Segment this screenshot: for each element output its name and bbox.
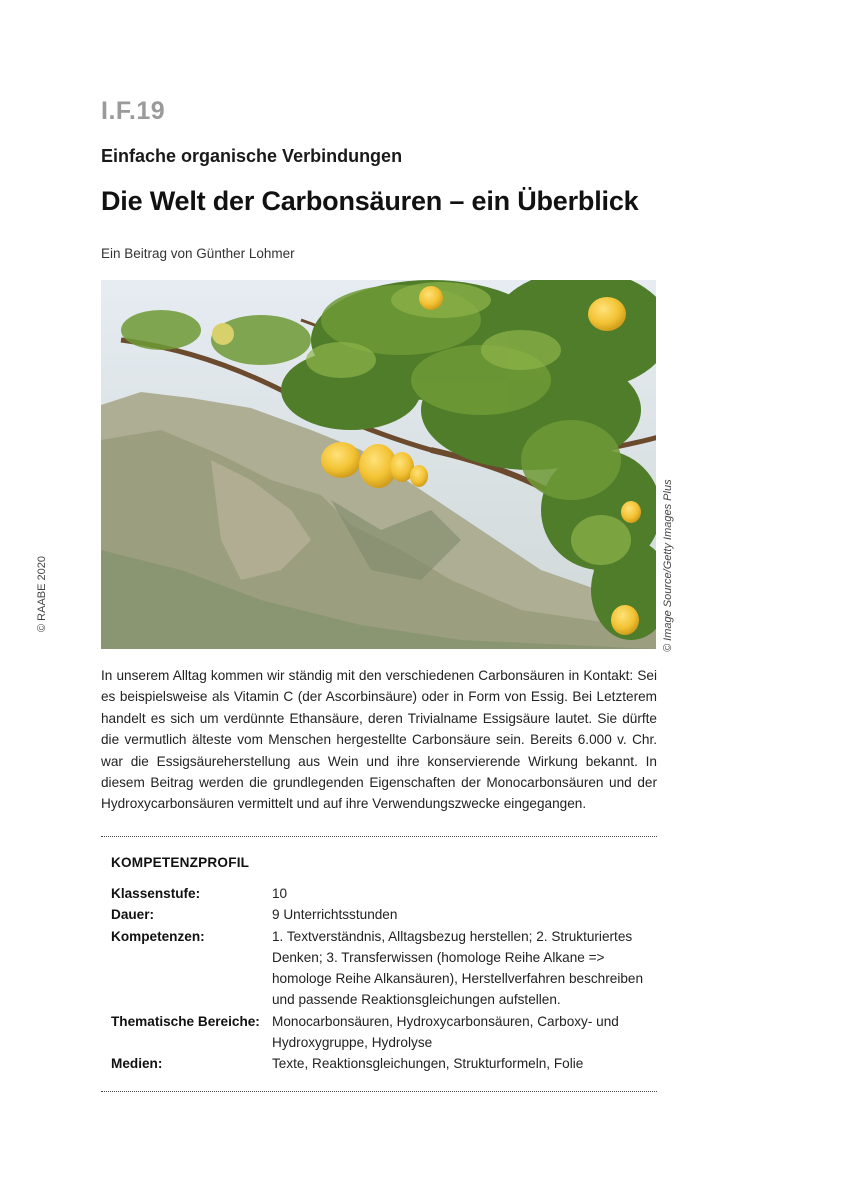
profile-value: Monocarbonsäuren, Hydroxycarbonsäuren, Carboxy- und Hydroxygruppe, Hydrolyse	[272, 1013, 619, 1051]
profile-row-grade	[111, 883, 657, 904]
profile-label: Thematische Bereiche:	[111, 1013, 260, 1029]
profile-label: Medien:	[111, 1056, 163, 1072]
author-line: Ein Beitrag von Günther Lohmer	[101, 246, 295, 261]
intro-paragraph: In unserem Alltag kommen wir ständig mit den verschiedenen Carbonsäuren in Kontakt: Sei es beispielsweise als Vitamin C (der Ascorbinsäure) oder in Form von Essig. Bei Letzterem handelt es sich um verdünnte Ethansäure, deren Trivialname Essigsäure lautet. Sie dürfte die vermutlich älteste vom Menschen hergestellte Carbonsäure sein. Bereits 6.000 v. Chr. war die Essigsäureherstellung aus Wein und ihre konservierende Wirkung bekannt. In diesem Beitrag werden die grundlegenden Eigenschaften der Monocarbonsäuren und der Hydroxycarbonsäuren vermittelt und auf ihre Verwendungszwecke eingegangen.	[101, 668, 657, 812]
profile-row-media	[111, 1053, 657, 1074]
profile-row-competences	[111, 926, 657, 1011]
image-credit: © Image Source/Getty Images Plus	[662, 479, 674, 652]
divider-bottom	[101, 1091, 657, 1092]
competence-profile-table	[111, 883, 657, 1075]
profile-row-topics	[111, 1011, 657, 1054]
profile-heading: KOMPETENZPROFIL	[111, 855, 250, 870]
unit-code: I.F.19	[101, 97, 166, 125]
lemon-tree-photo	[101, 280, 656, 649]
profile-label: Kompetenzen:	[111, 928, 205, 944]
profile-label: Dauer:	[111, 907, 155, 923]
publisher-copyright: © RAABE 2020	[36, 556, 48, 632]
profile-value: 1. Textverständnis, Alltagsbezug herstellen; 2. Strukturiertes Denken; 3. Transferwissen (homologe Reihe Alkane => homologe Reihe Alkansäuren), Herstellverfahren beschreiben und passende Reaktionsgleichungen aufstellen.	[272, 928, 644, 1008]
profile-label: Klassenstufe:	[111, 886, 201, 901]
section-subtitle: Einfache organische Verbindungen	[101, 146, 403, 166]
profile-value: Texte, Reaktionsgleichungen, Strukturformeln, Folie	[272, 1056, 584, 1072]
profile-value: 10	[272, 886, 288, 901]
profile-value: 9 Unterrichtsstunden	[272, 907, 398, 923]
divider-top	[101, 836, 657, 837]
profile-row-duration	[111, 904, 657, 925]
page-title: Die Welt der Carbonsäuren – ein Überblick	[101, 186, 639, 216]
